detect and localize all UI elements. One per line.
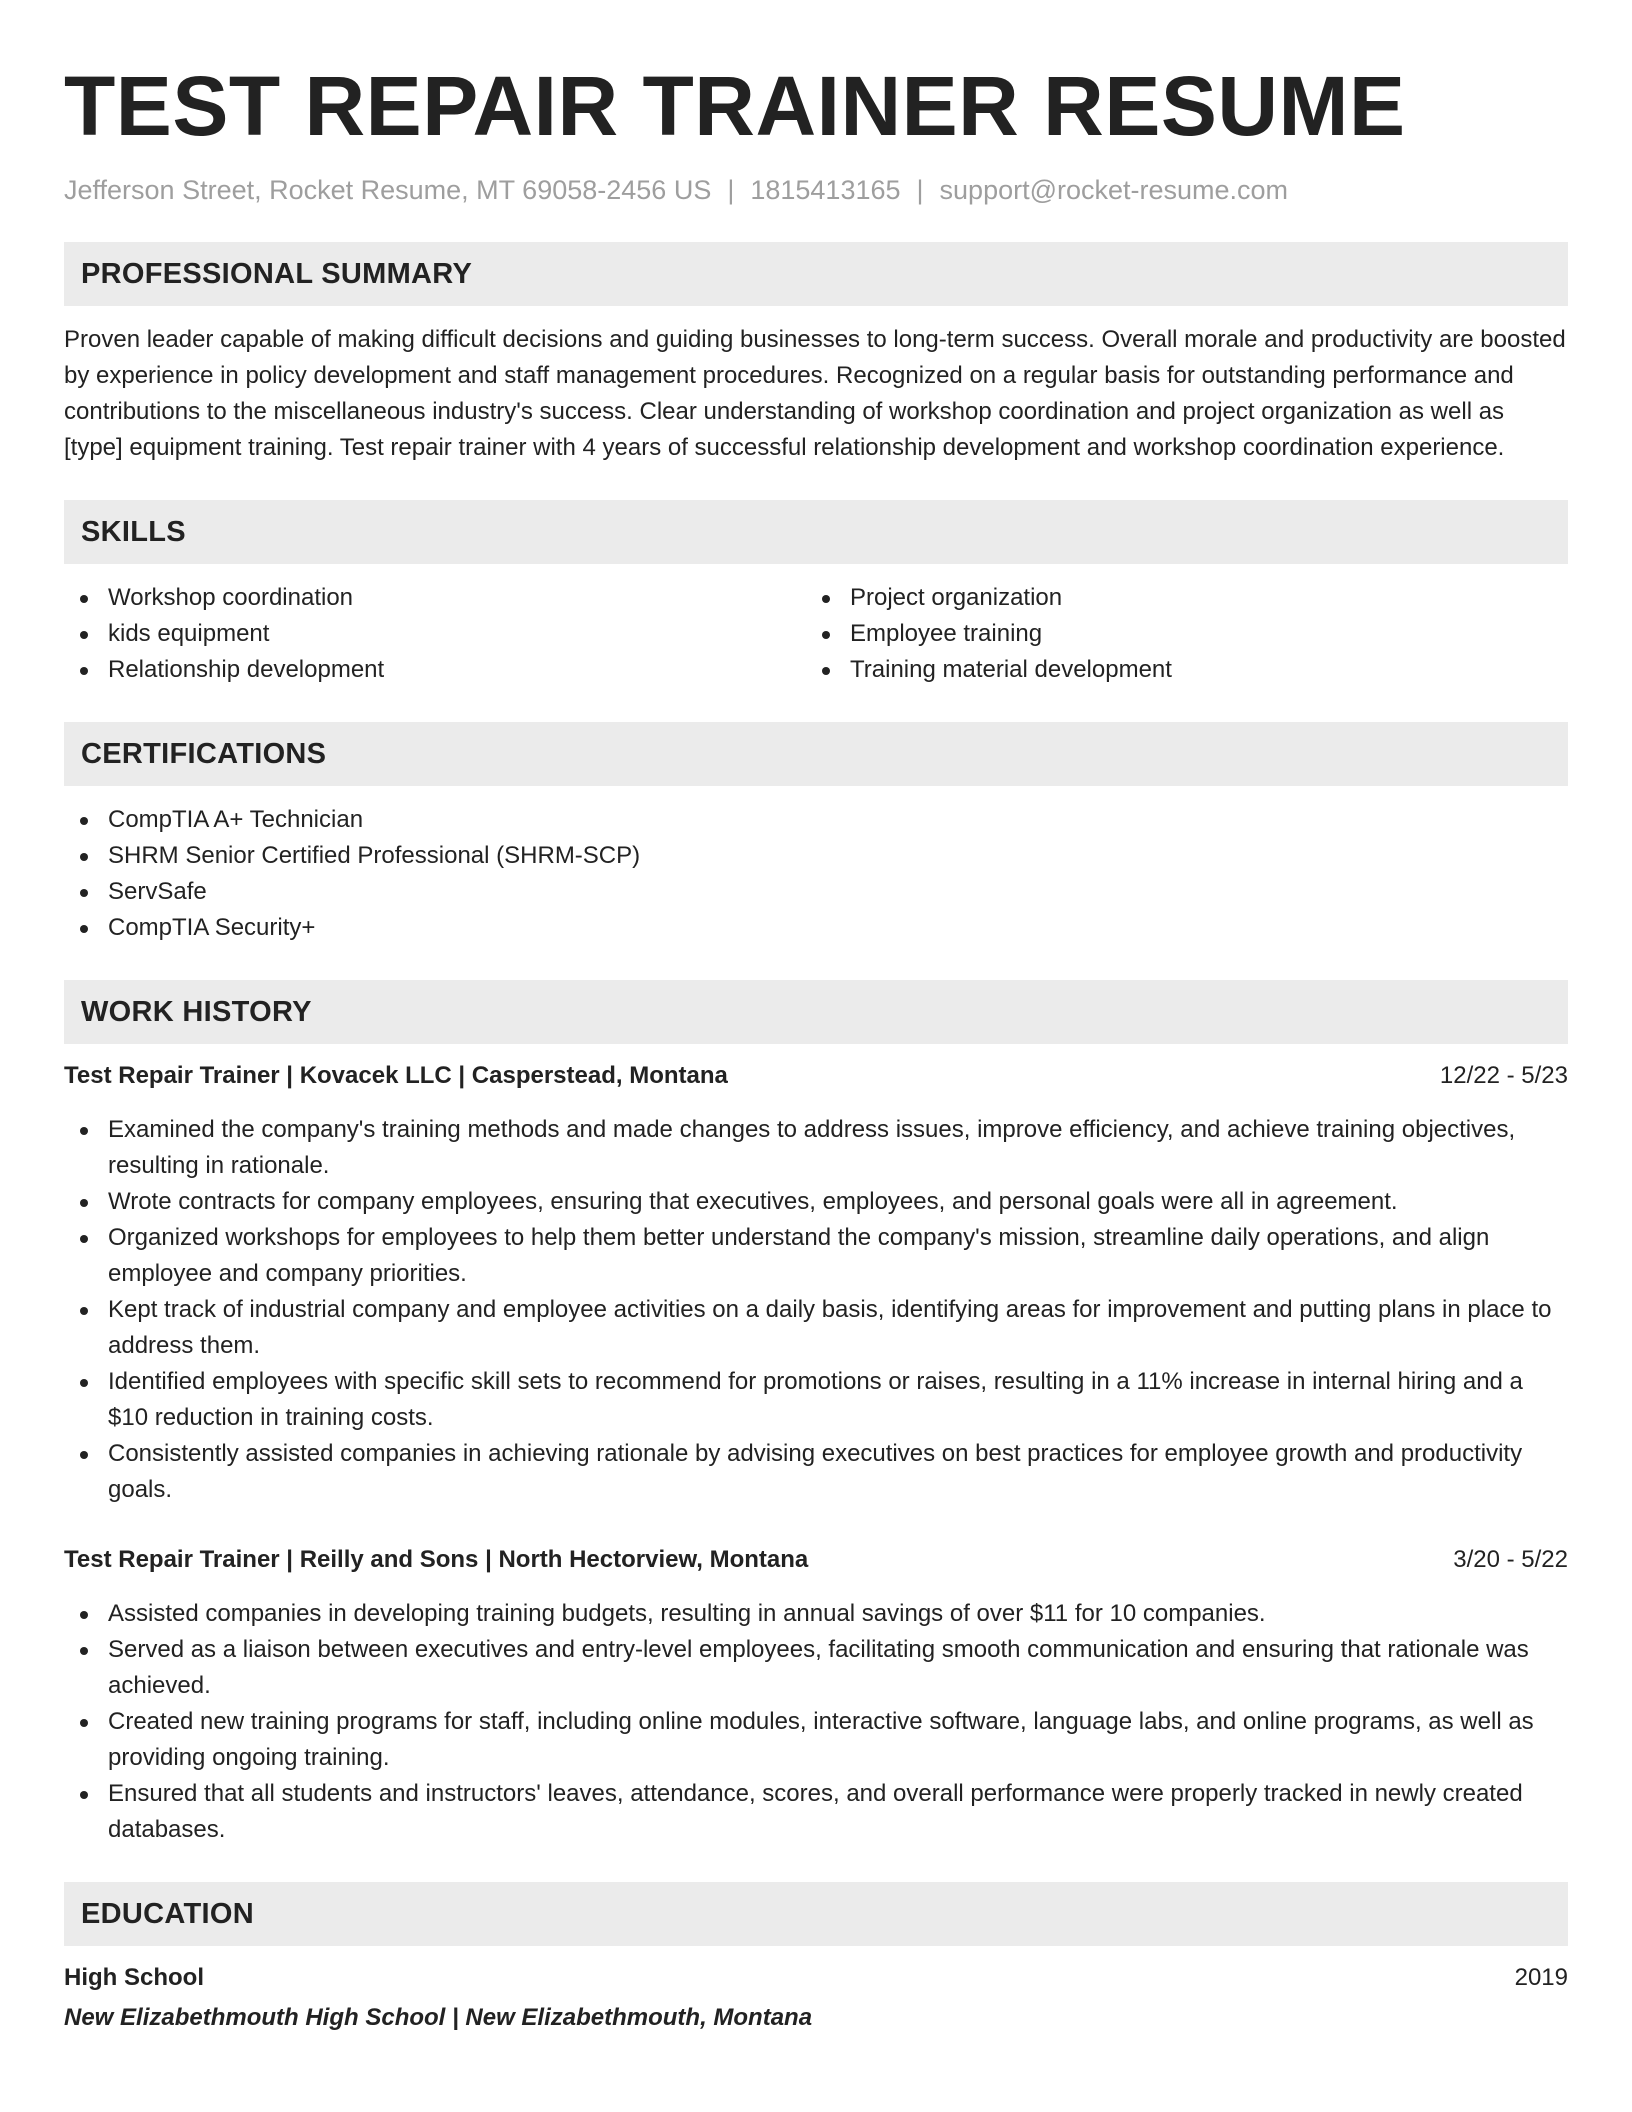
education-degree: High School	[64, 1964, 204, 1991]
skills-heading: SKILLS	[64, 500, 1568, 564]
education-header	[64, 1960, 1568, 1996]
job-bullet: Organized workshops for employees to help them better understand the company's mission, streamline daily operations, and align employee and company priorities.	[64, 1220, 1568, 1292]
resume-page	[64, 0, 1568, 2036]
contact-email: support@rocket-resume.com	[939, 175, 1289, 205]
job-bullet: Consistently assisted companies in achieving rationale by advising executives on best practices for employee growth and productivity goals.	[64, 1436, 1568, 1508]
contact-separator: |	[727, 175, 735, 205]
job-bullet: Served as a liaison between executives and entry-level employees, facilitating smooth communication and ensuring that rationale was achieved.	[64, 1632, 1568, 1704]
skill-item: Training material development	[806, 652, 1548, 688]
resume-title: TEST REPAIR TRAINER RESUME	[64, 59, 1406, 153]
skills-list	[64, 580, 1568, 688]
job-entry	[64, 1542, 1568, 1848]
certification-item: SHRM Senior Certified Professional (SHRM-SCP)	[64, 838, 1568, 874]
job-dates: 12/22 - 5/23	[1439, 1062, 1568, 1089]
job-bullet: Assisted companies in developing training budgets, resulting in annual savings of over $11 for 10 companies.	[64, 1596, 1568, 1632]
job-header	[64, 1542, 1568, 1578]
contact-address: Jefferson Street, Rocket Resume, MT 69058-2456 US	[64, 175, 712, 205]
skill-item: Project organization	[806, 580, 1548, 616]
job-title: Test Repair Trainer | Kovacek LLC | Casperstead, Montana	[64, 1062, 728, 1089]
certification-item: CompTIA Security+	[64, 910, 1568, 946]
certification-item: ServSafe	[64, 874, 1568, 910]
job-header	[64, 1058, 1568, 1094]
summary-text: Proven leader capable of making difficult decisions and guiding businesses to long-term success. Overall morale and productivity are boosted by experience in policy development and staff management procedures. Recognized on a regular basis for outstanding performance and contributions to the miscellaneous industry's success. Clear understanding of workshop coordination and project organization as well as [type] equipment training. Test repair trainer with 4 years of successful relationship development and workshop coordination experience.	[64, 326, 1566, 461]
education-school: New Elizabethmouth High School | New Elizabethmouth, Montana	[64, 2004, 813, 2031]
contact-phone: 1815413165	[750, 175, 901, 205]
job-bullets	[64, 1112, 1568, 1508]
job-bullets	[64, 1596, 1568, 1848]
skill-item: Employee training	[806, 616, 1548, 652]
contact-separator: |	[916, 175, 924, 205]
skill-item: kids equipment	[64, 616, 806, 652]
job-dates: 3/20 - 5/22	[1453, 1546, 1568, 1573]
contact-line	[64, 174, 1568, 206]
education-heading: EDUCATION	[64, 1882, 1568, 1946]
certifications-list	[64, 802, 1568, 946]
skill-item: Workshop coordination	[64, 580, 806, 616]
certifications-heading: CERTIFICATIONS	[64, 722, 1568, 786]
job-bullet: Kept track of industrial company and employee activities on a daily basis, identifying areas for improvement and putting plans in place to address them.	[64, 1292, 1568, 1364]
certification-item: CompTIA A+ Technician	[64, 802, 1568, 838]
work-history-heading: WORK HISTORY	[64, 980, 1568, 1044]
job-entry	[64, 1058, 1568, 1508]
job-bullet: Created new training programs for staff, including online modules, interactive software, language labs, and online programs, as well as providing ongoing training.	[64, 1704, 1568, 1776]
skills-column-right	[806, 580, 1548, 688]
skills-column-left	[64, 580, 806, 688]
job-bullet: Identified employees with specific skill sets to recommend for promotions or raises, resulting in a 11% increase in internal hiring and a $10 reduction in training costs.	[64, 1364, 1568, 1436]
job-bullet: Examined the company's training methods and made changes to address issues, improve efficiency, and achieve training objectives, resulting in rationale.	[64, 1112, 1568, 1184]
job-title: Test Repair Trainer | Reilly and Sons | North Hectorview, Montana	[64, 1546, 809, 1573]
job-bullet: Ensured that all students and instructors' leaves, attendance, scores, and overall performance were properly tracked in newly created databases.	[64, 1776, 1568, 1848]
education-year: 2019	[1514, 1964, 1568, 1991]
summary-heading: PROFESSIONAL SUMMARY	[64, 242, 1568, 306]
job-bullet: Wrote contracts for company employees, ensuring that executives, employees, and personal goals were all in agreement.	[64, 1184, 1568, 1220]
skill-item: Relationship development	[64, 652, 806, 688]
